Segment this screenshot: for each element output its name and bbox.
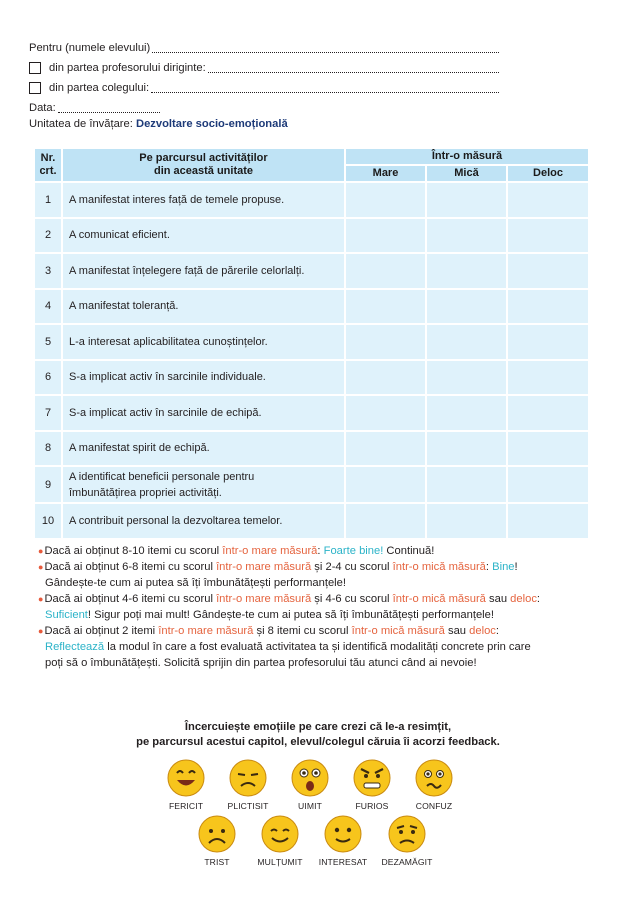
student-name-dotted-field[interactable]: [152, 44, 499, 53]
cell-mica[interactable]: [426, 395, 507, 431]
bullet-icon: ●: [38, 546, 44, 556]
emotion-sad[interactable]: [185, 814, 249, 867]
cell-deloc[interactable]: [507, 360, 589, 396]
cell-deloc[interactable]: [507, 466, 589, 503]
disappointed-face-icon: [387, 814, 427, 854]
cell-mica[interactable]: [426, 218, 507, 254]
cell-deloc[interactable]: [507, 503, 589, 539]
col-nr-header: Nr. crt.: [34, 148, 62, 182]
emotion-bored[interactable]: [216, 758, 280, 811]
group-header: Într-o măsură: [345, 148, 589, 165]
cell-deloc[interactable]: [507, 324, 589, 360]
student-name-label: Pentru (numele elevului): [29, 42, 151, 54]
table-row: [34, 466, 589, 503]
row-text: A contribuit personal la dezvoltarea temelor.: [62, 503, 345, 539]
surprised-face-icon: [290, 758, 330, 798]
scoring-legend: [38, 543, 603, 671]
row-text: L-a interesat aplicabilitatea cunoștințelor.: [62, 324, 345, 360]
cell-mare[interactable]: [345, 431, 426, 467]
table-row: [34, 503, 589, 539]
emotion-label: DEZAMĂGIT: [381, 857, 433, 867]
emotion-label: FURIOS: [355, 801, 389, 811]
colleague-line[interactable]: [29, 78, 499, 98]
teacher-line[interactable]: [29, 58, 499, 78]
emotions-title: Încercuiește emoțiile pe care crezi că le-a resimțit, pe parcursul acestui capitol, elevul/colegul căruia îi acorzi feedback.: [136, 721, 500, 748]
header-form: [29, 38, 499, 118]
angry-face-icon: [352, 758, 392, 798]
legend-item-2: ●Dacă ai obținut 6-8 itemi cu scorul într-o mare măsură și 2-4 cu scorul într-o mică măsură: Bine! Gândește-te cum ai putea să îți îmbunătățești performanțele!: [38, 561, 518, 589]
col-activity-header: Pe parcursul activităților din această unitate: [62, 148, 345, 182]
cell-mica[interactable]: [426, 182, 507, 218]
row-number: 5: [34, 324, 62, 360]
cell-deloc[interactable]: [507, 218, 589, 254]
teacher-checkbox[interactable]: [29, 62, 41, 74]
cell-mica[interactable]: [426, 466, 507, 503]
cell-mare[interactable]: [345, 360, 426, 396]
row-number: 7: [34, 395, 62, 431]
table-row: [34, 289, 589, 325]
emotion-label: FERICIT: [168, 801, 204, 811]
table-row: [34, 431, 589, 467]
col-deloc-header: Deloc: [507, 165, 589, 182]
cell-mare[interactable]: [345, 324, 426, 360]
cell-mare[interactable]: [345, 182, 426, 218]
emotion-label: TRIST: [204, 857, 230, 867]
row-text: A manifestat spirit de echipă.: [62, 431, 345, 467]
row-number: 9: [34, 466, 62, 503]
date-label: Data:: [29, 102, 56, 114]
cell-mica[interactable]: [426, 324, 507, 360]
row-text: A comunicat eficient.: [62, 218, 345, 254]
colleague-dotted-field[interactable]: [151, 84, 499, 93]
date-dotted-field[interactable]: [58, 104, 160, 113]
cell-deloc[interactable]: [507, 182, 589, 218]
legend-item-4: ●Dacă ai obținut 2 itemi într-o mare măsură și 8 itemi cu scorul într-o mică măsură sau deloc: Reflectează la modul în care a fost evaluată activitatea ta și identifică modalități concrete prin care poți să o îmbunătățești. Solicită sprijin din partea profesorului tău atunci când ai nevoie!: [38, 625, 531, 669]
emotion-surprised[interactable]: [278, 758, 342, 811]
confused-face-icon: [414, 758, 454, 798]
row-text: A manifestat interes față de temele propuse.: [62, 182, 345, 218]
colleague-label: din partea colegului:: [49, 82, 150, 94]
bullet-icon: ●: [38, 594, 44, 604]
unit-title: Dezvoltare socio-emoțională: [135, 118, 288, 130]
legend-item-3: ●Dacă ai obținut 4-6 itemi cu scorul într-o mare măsură și 4-6 cu scorul într-o mică măsură sau deloc: Suficient! Sigur poți mai mult! Gândește-te cum ai putea să îți îmbunătățești performanțele!: [38, 593, 541, 621]
cell-mare[interactable]: [345, 218, 426, 254]
row-number: 3: [34, 253, 62, 289]
row-text: S-a implicat activ în sarcinile individuale.: [62, 360, 345, 396]
row-number: 10: [34, 503, 62, 539]
cell-mica[interactable]: [426, 289, 507, 325]
cell-mare[interactable]: [345, 253, 426, 289]
row-number: 8: [34, 431, 62, 467]
table-row: [34, 182, 589, 218]
evaluation-table: [33, 147, 590, 540]
emotion-content[interactable]: [248, 814, 312, 867]
date-line[interactable]: [29, 98, 499, 118]
cell-mica[interactable]: [426, 503, 507, 539]
cell-deloc[interactable]: [507, 431, 589, 467]
interested-face-icon: [323, 814, 363, 854]
legend-item-1: ●Dacă ai obținut 8-10 itemi cu scorul într-o mare măsură: Foarte bine! Continuă!: [38, 545, 435, 557]
table-row: [34, 218, 589, 254]
row-number: 2: [34, 218, 62, 254]
cell-mica[interactable]: [426, 360, 507, 396]
unit-label: Unitatea de învățare:: [29, 118, 133, 130]
row-text: A manifestat toleranță.: [62, 289, 345, 325]
cell-mare[interactable]: [345, 503, 426, 539]
cell-deloc[interactable]: [507, 253, 589, 289]
row-text: A identificat beneficii personale pentru îmbunătățirea propriei activități.: [62, 466, 345, 503]
bored-face-icon: [228, 758, 268, 798]
row-number: 4: [34, 289, 62, 325]
emotion-angry[interactable]: [340, 758, 404, 811]
row-text: S-a implicat activ în sarcinile de echipă.: [62, 395, 345, 431]
emotion-label: INTERESAT: [318, 857, 368, 867]
table-row: [34, 253, 589, 289]
table-row: [34, 395, 589, 431]
cell-deloc[interactable]: [507, 395, 589, 431]
content-face-icon: [260, 814, 300, 854]
cell-mica[interactable]: [426, 253, 507, 289]
student-name-line[interactable]: [29, 38, 499, 58]
teacher-dotted-field[interactable]: [208, 64, 499, 73]
emotion-interested[interactable]: [311, 814, 375, 867]
sad-face-icon: [197, 814, 237, 854]
emotion-label: CONFUZ: [415, 801, 453, 811]
bullet-icon: ●: [38, 562, 44, 572]
row-number: 1: [34, 182, 62, 218]
table-row: [34, 360, 589, 396]
cell-mica[interactable]: [426, 431, 507, 467]
col-mica-header: Mică: [426, 165, 507, 182]
cell-deloc[interactable]: [507, 289, 589, 325]
emotion-label: PLICTISIT: [227, 801, 269, 811]
cell-mare[interactable]: [345, 395, 426, 431]
cell-mare[interactable]: [345, 466, 426, 503]
emotion-disappointed[interactable]: [375, 814, 439, 867]
emotion-happy[interactable]: [154, 758, 218, 811]
bullet-icon: ●: [38, 626, 44, 636]
cell-mare[interactable]: [345, 289, 426, 325]
happy-face-icon: [166, 758, 206, 798]
colleague-checkbox[interactable]: [29, 82, 41, 94]
teacher-label: din partea profesorului diriginte:: [49, 62, 206, 74]
table-row: [34, 324, 589, 360]
emotion-label: MULȚUMIT: [257, 857, 303, 867]
emotion-label: UIMIT: [298, 801, 322, 811]
col-mare-header: Mare: [345, 165, 426, 182]
row-text: A manifestat înțelegere față de părerile celorlalți.: [62, 253, 345, 289]
emotion-confused[interactable]: [402, 758, 466, 811]
row-number: 6: [34, 360, 62, 396]
unit-line: [29, 118, 288, 130]
